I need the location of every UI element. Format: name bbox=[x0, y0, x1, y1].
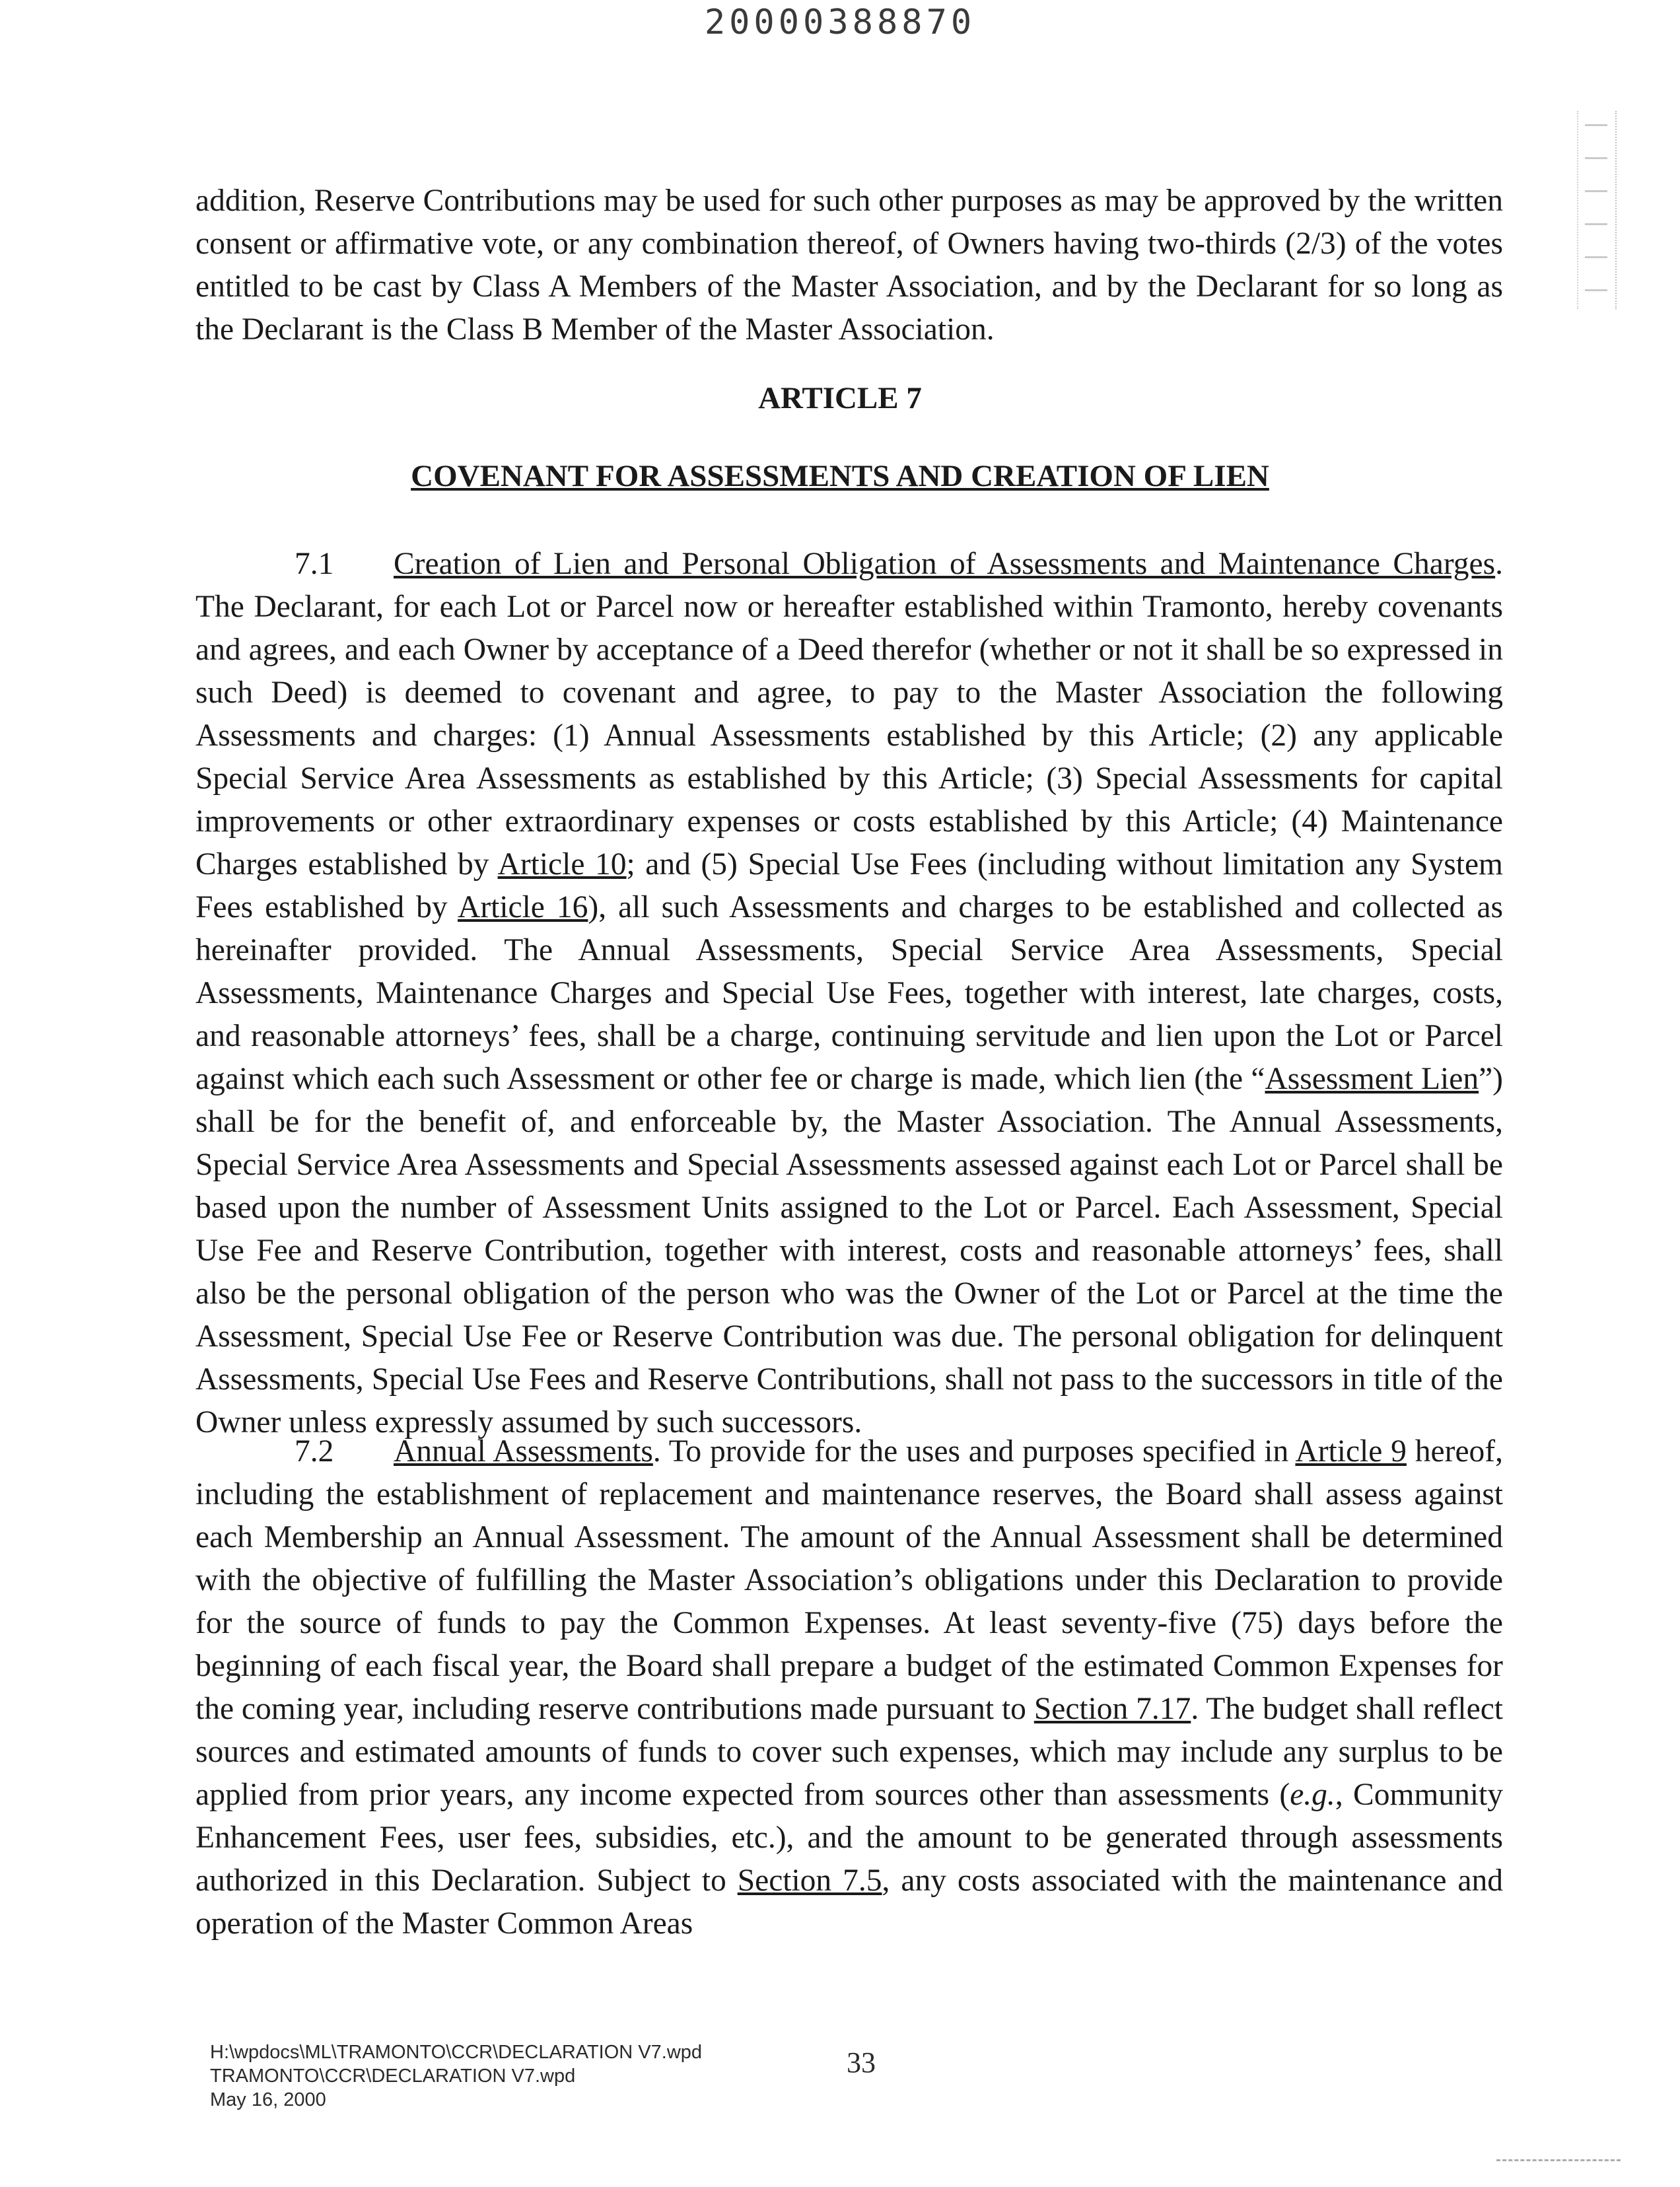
file-path-line: TRAMONTO\CCR\DECLARATION V7.wpd bbox=[210, 2066, 576, 2087]
section-text: hereof, including the establishment of replacement and maintenance reserves, the Board shall assess against each Membership an Annual Assessment. The amount of the Annual Assessment shall be determined with the objective of fulfilling the Master Association’s obligations under this Declaration to provide for the source of funds to pay the Common Expenses. At least seventy-five (75) days before the beginning of each fiscal year, the Board shall prepare a budget of the estimated Common Expenses for the coming year, including reserve contributions made pursuant to bbox=[195, 1434, 1503, 1726]
page-number: 33 bbox=[847, 2046, 876, 2079]
section-text: To provide for the uses and purposes specified in bbox=[668, 1434, 1296, 1469]
article-heading: ARTICLE 7 bbox=[758, 381, 922, 415]
continuation-paragraph bbox=[195, 180, 1503, 351]
footer-date: May 16, 2000 bbox=[210, 2089, 326, 2110]
section-text: The Declarant, for each Lot or Parcel now or hereafter established within Tramonto, hereby covenants and agrees, and each Owner by acceptance of a Deed therefor (whether or not it shall be so expressed in such Deed) is deemed to covenant and agree, to pay to the Master Association the following Assessments and charges: (1) Annual Assessments established by this Article; (2) any applicable Special Service Area Assessments as established by this Article; (3) Special Assessments for capital improvements or other extraordinary expenses or costs established by this Article; (4) Maintenance Charges established by bbox=[195, 590, 1503, 882]
eg-abbreviation: e.g. bbox=[1290, 1778, 1335, 1812]
section-heading: Creation of Lien and Personal Obligation of Assessments and Maintenance Charges bbox=[394, 547, 1496, 581]
section-heading: Annual Assessments bbox=[394, 1434, 653, 1469]
section-text: . The budget shall reflect sources and estimated amounts of funds to cover such expenses, which may include any surplus to be applied from prior years, any income expected from sources other than assessments ( bbox=[195, 1692, 1503, 1812]
section-text: ; and (5) Special Use Fees (including without limitation any System Fees established by bbox=[195, 847, 1503, 924]
article-16-reference: Article 16 bbox=[458, 890, 588, 924]
section-text: , Community Enhancement Fees, user fees, subsidies, etc.), and the amount to be generated through assessments authorized in this Declaration. Subject to bbox=[195, 1778, 1503, 1898]
margin-stamp-mark bbox=[1577, 111, 1617, 309]
section-text: ), all such Assessments and charges to be established and collected as hereinafter provided. The Annual Assessments, Special Service Area Assessments, Special Assessments, Maintenance Charges and Special Use Fees, together with interest, late charges, costs, and reasonable attorneys’ fees, shall be a charge, continuing servitude and lien upon the Lot or Parcel against which each such Assessment or other fee or charge is made, which lien (the “ bbox=[195, 890, 1503, 1096]
document-number: 20000388870 bbox=[704, 3, 976, 42]
article-10-reference: Article 10 bbox=[497, 847, 627, 882]
file-path-line: H:\wpdocs\ML\TRAMONTO\CCR\DECLARATION V7.wpd bbox=[210, 2042, 703, 2063]
article-subheading: COVENANT FOR ASSESSMENTS AND CREATION OF LIEN bbox=[411, 459, 1269, 493]
section-7-2: 7.2 Annual Assessments. To provide for the uses and purposes specified in Article 9 hereof, including the establishment of replacement and maintenance reserves, the Board shall assess against each Membership an Annual Assessment. The amount of the Annual Assessment shall be determined with the objective of fulfilling the Master Association’s obligations under this Declaration to provide for the source of funds to pay the Common Expenses. At least seventy-five (75) days before the beginning of each fiscal year, the Board shall prepare a budget of the estimated Common Expenses for the coming year, including reserve contributions made pursuant to Section 7.17. The budget shall reflect sources and estimated amounts of funds to cover such expenses, which may include any surplus to be applied from prior years, any income expected from sources other than assessments (e.g., Community Enhancement Fees, user fees, subsidies, etc.), and the amount to be generated through assessments authorized in this Declaration. Subject to Section 7.5, any costs associated with the maintenance and operation of the Master Common Areas bbox=[195, 1430, 1503, 1945]
corner-scan-mark bbox=[1496, 2159, 1621, 2172]
paragraph-text: addition, Reserve Contributions may be used for such other purposes as may be approved by the written consent or affirmative vote, or any combination thereof, of Owners having two-thirds (2/3) of the votes entitled to be cast by Class A Members of the Master Association, and by the Declarant for so long as the Declarant is the Class B Member of the Master Association. bbox=[195, 184, 1503, 347]
section-text: ”) shall be for the benefit of, and enforceable by, the Master Association. The Annual Assessments, Special Service Area Assessments and Special Assessments assessed against each Lot or Parcel shall be based upon the number of Assessment Units assigned to the Lot or Parcel. Each Assessment, Special Use Fee and Reserve Contribution, together with interest, costs and reasonable attorneys’ fees, shall also be the personal obligation of the person who was the Owner of the Lot or Parcel at the time the Assessment, Special Use Fee or Reserve Contribution was due. The personal obligation for delinquent Assessments, Special Use Fees and Reserve Contributions, shall not pass to the successors in title of the Owner unless expressly assumed by such successors. bbox=[195, 1062, 1503, 1440]
defined-term-assessment-lien: Assessment Lien bbox=[1265, 1062, 1479, 1096]
section-number: 7.1 bbox=[295, 547, 334, 581]
section-7-5-reference: Section 7.5 bbox=[737, 1863, 882, 1898]
section-7-17-reference: Section 7.17 bbox=[1033, 1692, 1191, 1726]
section-text: , any costs associated with the maintenance and operation of the Master Common Areas bbox=[195, 1863, 1503, 1941]
article-9-reference: Article 9 bbox=[1295, 1434, 1407, 1469]
section-7-1: 7.1 Creation of Lien and Personal Obligation of Assessments and Maintenance Charges. The Declarant, for each Lot or Parcel now or hereafter established within Tramonto, hereby covenants and agrees, and each Owner by acceptance of a Deed therefor (whether or not it shall be so expressed in such Deed) is deemed to covenant and agree, to pay to the Master Association the following Assessments and charges: (1) Annual Assessments established by this Article; (2) any applicable Special Service Area Assessments as established by this Article; (3) Special Assessments for capital improvements or other extraordinary expenses or costs established by this Article; (4) Maintenance Charges established by Article 10; and (5) Special Use Fees (including without limitation any System Fees established by Article 16), all such Assessments and charges to be established and collected as hereinafter provided. The Annual Assessments, Special Service Area Assessments, Special Assessments, Maintenance Charges and Special Use Fees, together with interest, late charges, costs, and reasonable attorneys’ fees, shall be a charge, continuing servitude and lien upon the Lot or Parcel against which each such Assessment or other fee or charge is made, which lien (the “Assessment Lien”) shall be for the benefit of, and enforceable by, the Master Association. The Annual Assessments, Special Service Area Assessments and Special Assessments assessed against each Lot or Parcel shall be based upon the number of Assessment Units assigned to the Lot or Parcel. Each Assessment, Special Use Fee and Reserve Contribution, together with interest, costs and reasonable attorneys’ fees, shall also be the personal obligation of the person who was the Owner of the Lot or Parcel at the time the Assessment, Special Use Fee or Reserve Contribution was due. The personal obligation for delinquent Assessments, Special Use Fees and Reserve Contributions, shall not pass to the successors in title of the Owner unless expressly assumed by such successors. bbox=[195, 543, 1503, 1444]
file-path-footer bbox=[210, 2040, 702, 2112]
section-number: 7.2 bbox=[295, 1434, 334, 1469]
